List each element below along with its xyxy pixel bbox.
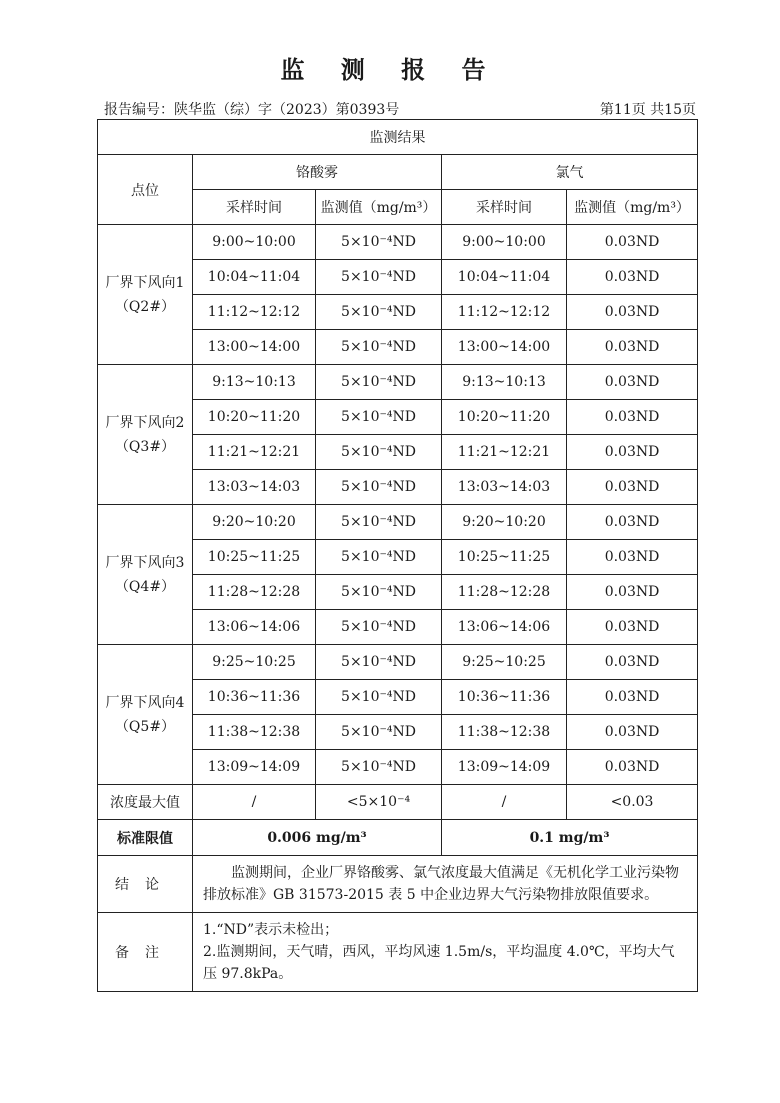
sampling-time: 10:20~11:20 — [193, 400, 316, 435]
monitoring-value: 0.03ND — [567, 645, 698, 680]
limit-value-2: 0.1 mg/m³ — [442, 820, 698, 856]
pollutant1-header: 铬酸雾 — [193, 155, 442, 190]
monitoring-value: 0.03ND — [567, 610, 698, 645]
section-title: 监测结果 — [98, 120, 698, 155]
col-time-2: 采样时间 — [442, 190, 567, 225]
point-name: 厂界下风向4（Q5#） — [98, 645, 193, 785]
monitoring-value: 0.03ND — [567, 330, 698, 365]
report-info-line — [104, 99, 696, 119]
monitoring-results-table — [97, 119, 698, 992]
max-v1: <5×10⁻⁴ — [316, 785, 442, 820]
monitoring-value: 5×10⁻⁴ND — [316, 365, 442, 400]
notes-label: 备注 — [98, 913, 193, 992]
sampling-time: 13:00~14:00 — [193, 330, 316, 365]
monitoring-value: 5×10⁻⁴ND — [316, 715, 442, 750]
monitoring-value: 0.03ND — [567, 680, 698, 715]
note-line-1: 1.“ND”表示未检出； — [203, 922, 339, 938]
sampling-time: 10:36~11:36 — [442, 680, 567, 715]
col-value-1: 监测值（mg/m³） — [316, 190, 442, 225]
sampling-time: 13:00~14:00 — [442, 330, 567, 365]
monitoring-value: 0.03ND — [567, 715, 698, 750]
monitoring-value: 0.03ND — [567, 470, 698, 505]
monitoring-value: 5×10⁻⁴ND — [316, 645, 442, 680]
point-name: 厂界下风向1（Q2#） — [98, 225, 193, 365]
monitoring-value: 0.03ND — [567, 435, 698, 470]
conclusion-label: 结论 — [98, 856, 193, 913]
sampling-time: 9:20~10:20 — [442, 505, 567, 540]
monitoring-value: 0.03ND — [567, 540, 698, 575]
max-v2: <0.03 — [567, 785, 698, 820]
monitoring-value: 5×10⁻⁴ND — [316, 750, 442, 785]
monitoring-value: 0.03ND — [567, 260, 698, 295]
monitoring-value: 5×10⁻⁴ND — [316, 400, 442, 435]
sampling-time: 10:04~11:04 — [193, 260, 316, 295]
sampling-time: 9:00~10:00 — [193, 225, 316, 260]
sampling-time: 13:09~14:09 — [193, 750, 316, 785]
report-number: 报告编号：陕华监（综）字（2023）第0393号 — [104, 102, 400, 118]
sampling-time: 10:04~11:04 — [442, 260, 567, 295]
monitoring-value: 5×10⁻⁴ND — [316, 470, 442, 505]
sampling-time: 11:38~12:38 — [442, 715, 567, 750]
monitoring-value: 5×10⁻⁴ND — [316, 295, 442, 330]
sampling-time: 11:28~12:28 — [442, 575, 567, 610]
monitoring-value: 0.03ND — [567, 365, 698, 400]
sampling-time: 11:12~12:12 — [442, 295, 567, 330]
max-t1: / — [193, 785, 316, 820]
sampling-time: 9:20~10:20 — [193, 505, 316, 540]
monitoring-value: 0.03ND — [567, 400, 698, 435]
sampling-time: 10:36~11:36 — [193, 680, 316, 715]
sampling-time: 13:06~14:06 — [193, 610, 316, 645]
table-row — [98, 365, 698, 400]
sampling-time: 13:03~14:03 — [442, 470, 567, 505]
table-row — [98, 225, 698, 260]
page-number: 第11页 共15页 — [599, 102, 696, 118]
monitoring-value: 5×10⁻⁴ND — [316, 575, 442, 610]
monitoring-value: 5×10⁻⁴ND — [316, 610, 442, 645]
sampling-time: 11:12~12:12 — [193, 295, 316, 330]
sampling-time: 10:25~11:25 — [442, 540, 567, 575]
limit-label: 标准限值 — [98, 820, 193, 856]
notes-text — [193, 913, 698, 992]
sampling-time: 9:25~10:25 — [442, 645, 567, 680]
monitoring-value: 5×10⁻⁴ND — [316, 680, 442, 715]
monitoring-value: 5×10⁻⁴ND — [316, 330, 442, 365]
monitoring-value: 5×10⁻⁴ND — [316, 260, 442, 295]
sampling-time: 11:21~12:21 — [193, 435, 316, 470]
sampling-time: 9:13~10:13 — [442, 365, 567, 400]
monitoring-value: 0.03ND — [567, 750, 698, 785]
monitoring-value: 5×10⁻⁴ND — [316, 435, 442, 470]
sampling-time: 9:00~10:00 — [442, 225, 567, 260]
table-row — [98, 505, 698, 540]
sampling-time: 13:06~14:06 — [442, 610, 567, 645]
monitoring-value: 0.03ND — [567, 225, 698, 260]
point-header: 点位 — [98, 155, 193, 225]
limit-value-1: 0.006 mg/m³ — [193, 820, 442, 856]
monitoring-value: 5×10⁻⁴ND — [316, 225, 442, 260]
monitoring-value: 5×10⁻⁴ND — [316, 540, 442, 575]
sampling-time: 10:20~11:20 — [442, 400, 567, 435]
pollutant2-header: 氯气 — [442, 155, 698, 190]
monitoring-value: 0.03ND — [567, 295, 698, 330]
point-name: 厂界下风向3（Q4#） — [98, 505, 193, 645]
monitoring-value: 0.03ND — [567, 505, 698, 540]
point-name: 厂界下风向2（Q3#） — [98, 365, 193, 505]
table-row — [98, 645, 698, 680]
sampling-time: 11:21~12:21 — [442, 435, 567, 470]
monitoring-value: 5×10⁻⁴ND — [316, 505, 442, 540]
sampling-time: 9:13~10:13 — [193, 365, 316, 400]
conclusion-text: 监测期间，企业厂界铬酸雾、氯气浓度最大值满足《无机化学工业污染物排放标准》GB 31573-2015 表 5 中企业边界大气污染物排放限值要求。 — [193, 856, 698, 913]
sampling-time: 11:28~12:28 — [193, 575, 316, 610]
sampling-time: 9:25~10:25 — [193, 645, 316, 680]
max-label: 浓度最大值 — [98, 785, 193, 820]
col-time-1: 采样时间 — [193, 190, 316, 225]
sampling-time: 10:25~11:25 — [193, 540, 316, 575]
monitoring-value: 0.03ND — [567, 575, 698, 610]
col-value-2: 监测值（mg/m³） — [567, 190, 698, 225]
sampling-time: 13:09~14:09 — [442, 750, 567, 785]
note-line-2: 2.监测期间，天气晴，西风，平均风速 1.5m/s，平均温度 4.0℃，平均大气压 97.8kPa。 — [203, 944, 675, 982]
sampling-time: 11:38~12:38 — [193, 715, 316, 750]
report-title: 监 测 报 告 — [280, 55, 500, 84]
sampling-time: 13:03~14:03 — [193, 470, 316, 505]
max-t2: / — [442, 785, 567, 820]
